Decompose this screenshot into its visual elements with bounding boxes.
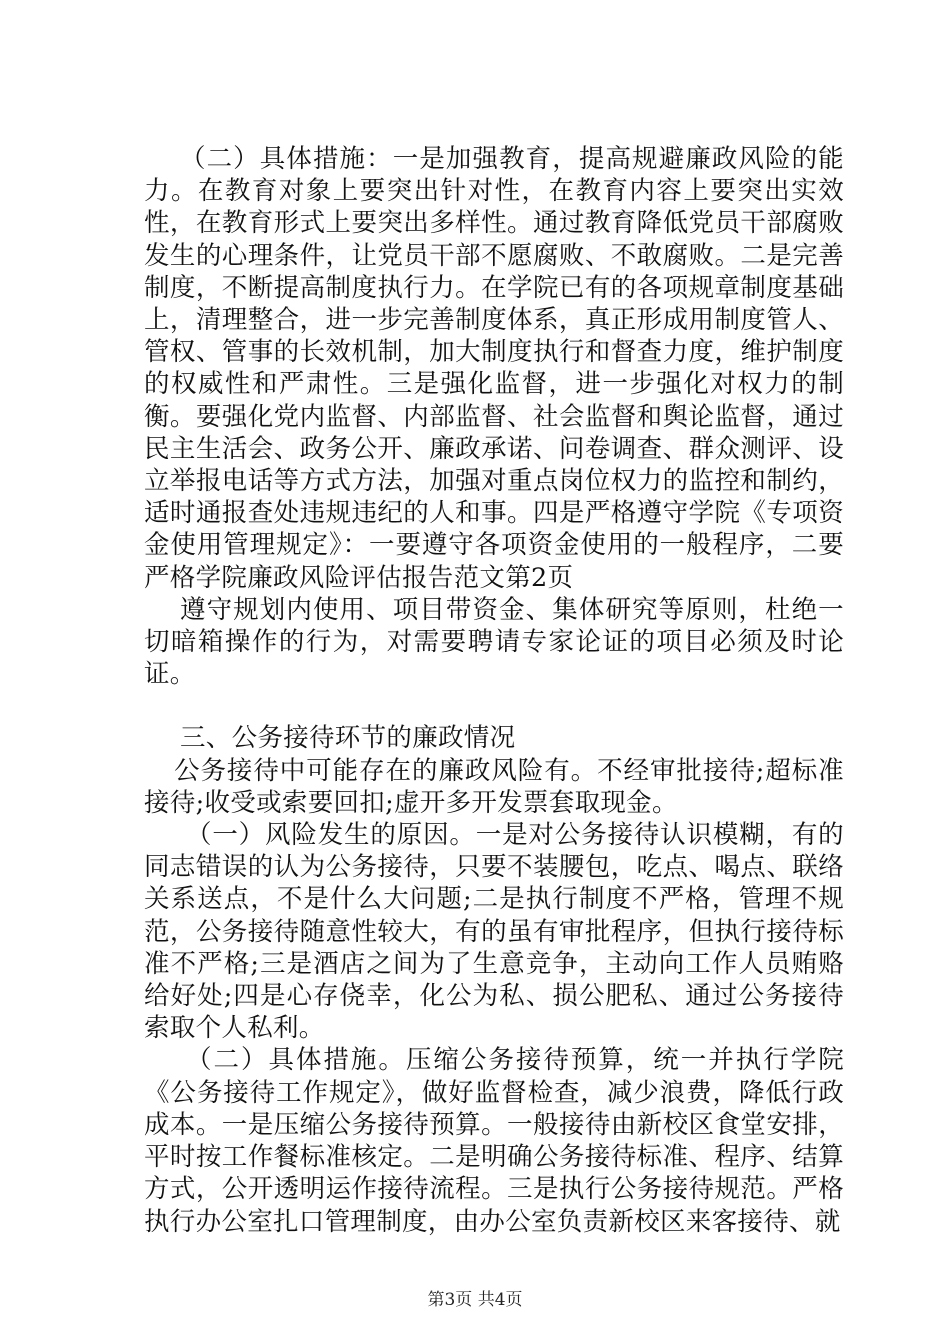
page-footer: 第3页 共4页 — [427, 1290, 523, 1310]
paragraph-reception-risks: 公务接待中可能存在的廉政风险有。不经审批接待;超标准接待;收受或索要回扣;虚开多开发票套取现金。 — [144, 755, 844, 818]
paragraph-continuation: 遵守规划内使用、项目带资金、集体研究等原则，杜绝一切暗箱操作的行为，对需要聘请专家论证的项目必须及时论证。 — [144, 594, 844, 690]
paragraph-specific-measures-1: （二）具体措施：一是加强教育，提高规避廉政风险的能力。在教育对象上要突出针对性，在教育内容上要突出实效性，在教育形式上要突出多样性。通过教育降低党员干部腐败发生的心理条件，让党员干部不愿腐败、不敢腐败。二是完善制度，不断提高制度执行力。在学院已有的各项规章制度基础上，清理整合，进一步完善制度体系，真正形成用制度管人、管权、管事的长效机制，加大制度执行和督查力度，维护制度的权威性和严肃性。三是强化监督，进一步强化对权力的制衡。要强化党内监督、内部监督、社会监督和舆论监督，通过民主生活会、政务公开、廉政承诺、问卷调查、群众测评、设立举报电话等方式方法，加强对重点岗位权力的监控和制约，适时通报查处违规违纪的人和事。四是严格遵守学院《专项资金使用管理规定》：一要遵守各项资金使用的一般程序，二要严格学院廉政风险评估报告范文第2页 — [144, 144, 844, 593]
paragraph-risk-causes: （一）风险发生的原因。一是对公务接待认识模糊，有的同志错误的认为公务接待，只要不装腰包，吃点、喝点、联络关系送点，不是什么大问题;二是执行制度不严格，管理不规范，公务接待随意性较大，有的虽有审批程序，但执行接待标准不严格;三是酒店之间为了生意竞争，主动向工作人员贿赂给好处;四是心存侥幸，化公为私、损公肥私、通过公务接待索取个人私利。 — [144, 820, 844, 1044]
paragraph-specific-measures-2: （二）具体措施。压缩公务接待预算，统一并执行学院《公务接待工作规定》，做好监督检查，减少浪费，降低行政成本。一是压缩公务接待预算。一般接待由新校区食堂安排，平时按工作餐标准核定。二是明确公务接待标准、程序、结算方式，公开透明运作接待流程。三是执行公务接待规范。严格执行办公室扎口管理制度，由办公室负责新校区来客接待、就 — [144, 1045, 844, 1237]
document-body — [144, 143, 844, 1238]
section-heading-reception: 三、公务接待环节的廉政情况 — [180, 723, 516, 754]
